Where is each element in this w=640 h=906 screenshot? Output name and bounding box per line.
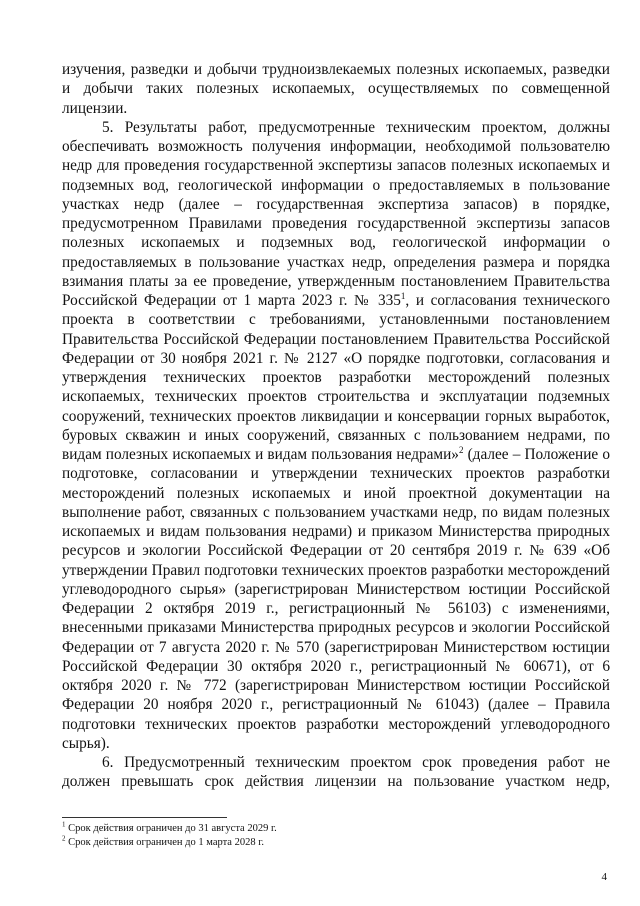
footnote-2 bbox=[62, 836, 610, 850]
footnote-ref-1: 1 bbox=[400, 290, 406, 301]
footnote-ref-2: 2 bbox=[458, 444, 464, 455]
footnotes bbox=[62, 822, 610, 850]
paragraph-5-text-a: 5. Результаты работ, предусмотренные техническим проектом, должны обеспечивать возможность получения информации, необходимой пользователю недр для проведения государственной экспертизы запасов полезных ископаемых и подземных вод, геологической информации о предоставляемых в пользование участках недр (далее – государственная экспертиза запасов) в порядке, предусмотренном Правилами проведения государственной экспертизы запасов полезных ископаемых и подземных вод, геологической информации о предоставляемых в пользование участках недр, определения размера и порядка взимания платы за ее проведение, утвержденным постановлением Правительства Российской Федерации от 1 марта 2023 г. № 335 bbox=[62, 118, 610, 309]
footnote-text-2: Срок действия ограничен до 1 марта 2028 г. bbox=[65, 837, 264, 848]
footnote-mark-2: 2 bbox=[62, 834, 66, 843]
paragraph-continuation: изучения, разведки и добычи трудноизвлекаемых полезных ископаемых, разведки и добычи таких полезных ископаемых, осуществляемых по совмещенной лицензии. bbox=[62, 61, 610, 117]
footnote-mark-1: 1 bbox=[62, 820, 66, 829]
document-body bbox=[62, 60, 610, 792]
paragraph-5-text-b: , и согласования технического проекта в соответствии с требованиями, установленными постановлением Правительства Российской Федерации постановлением Правительства Российской Федерации от 30 ноября 2021 г. № 2127 «О порядке подготовки, согласования и утверждения технических проектов разработки месторождений полезных ископаемых, технических проектов строительства и эксплуатации подземных сооружений, технических проектов ликвидации и консервации горных выработок, буровых скважин и иных сооружений, связанных с пользованием недрами, по видам полезных ископаемых и видам пользования недрами» bbox=[62, 292, 611, 463]
paragraph-5 bbox=[62, 118, 610, 753]
paragraph-5-text-c: (далее – Положение о подготовке, согласовании и утверждении технических проектов разработки месторождений полезных ископаемых и иной проектной документации на выполнение работ, связанных с пользованием участками недр, по видам полезных ископаемых и видам пользования недрами) и приказом Министерства природных ресурсов и экологии Российской Федерации от 20 сентября 2019 г. № 639 «Об утверждении Правил подготовки технических проектов разработки месторождений углеводородного сырья» (зарегистрирован Министерством юстиции Российской Федерации 2 октября 2019 г., регистрационный № 56103) с изменениями, внесенными приказами Министерства природных ресурсов и экологии Российской Федерации от 7 августа 2020 г. № 570 (зарегистрирован Министерством юстиции Российской Федерации 30 октября 2020 г., регистрационный № 60671), от 6 октября 2020 г. № 772 (зарегистрирован Министерством юстиции Российской Федерации 20 ноября 2020 г., регистрационный № 61043) (далее – Правила подготовки технических проектов разработки месторождений углеводородного сырья). bbox=[62, 446, 610, 752]
footnote-separator bbox=[62, 817, 227, 818]
footnote-1 bbox=[62, 822, 610, 836]
footnote-text-1: Срок действия ограничен до 31 августа 2029 г. bbox=[65, 823, 277, 834]
page-number: 4 bbox=[601, 871, 607, 883]
paragraph-6: 6. Предусмотренный техническим проектом срок проведения работ не должен превышать срок действия лицензии на пользование участком недр, bbox=[62, 754, 610, 791]
